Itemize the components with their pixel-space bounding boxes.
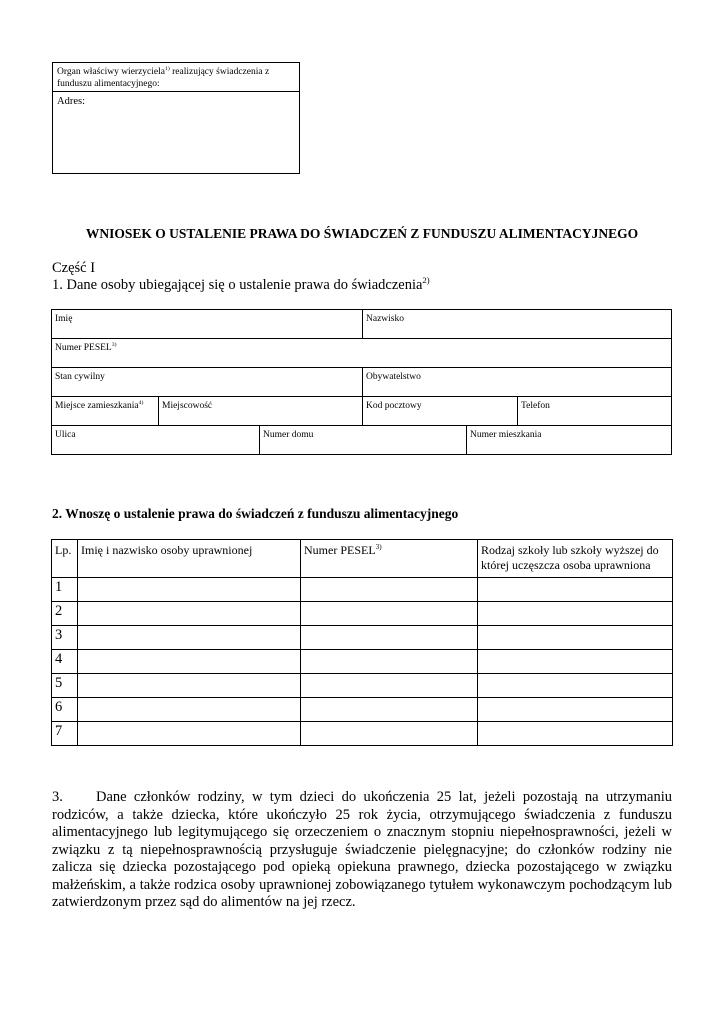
- row-number: 3: [52, 626, 78, 650]
- school-cell[interactable]: [478, 722, 673, 746]
- postal-code-field[interactable]: [362, 397, 517, 425]
- footnote-ref: 3): [375, 543, 382, 551]
- organ-label-text-cont: realizujący świadczenia z funduszu alimentacyjnego:: [57, 67, 270, 89]
- street-field[interactable]: [52, 426, 259, 454]
- section2-heading: 2. Wnoszę o ustalenie prawa do świadczeń z funduszu alimentacyjnego: [52, 506, 459, 521]
- last-name-label: Nazwisko: [366, 314, 404, 324]
- table-row: [52, 626, 673, 650]
- table-header-row: [52, 540, 673, 578]
- pesel-cell[interactable]: [301, 722, 478, 746]
- form-title: WNIOSEK O USTALENIE PRAWA DO ŚWIADCZEŃ Z FUNDUSZU ALIMENTACYJNEGO: [85, 226, 639, 241]
- table-row: [52, 602, 673, 626]
- row-number: 1: [52, 578, 78, 602]
- marital-status-field[interactable]: [52, 368, 362, 396]
- house-number-label: Numer domu: [263, 430, 314, 440]
- pesel-header-text: Numer PESEL: [304, 543, 376, 557]
- pesel-cell[interactable]: [301, 674, 478, 698]
- table-row: [52, 698, 673, 722]
- name-cell[interactable]: [78, 578, 301, 602]
- name-cell[interactable]: [78, 626, 301, 650]
- residence-label: Miejsce zamieszkania: [55, 401, 139, 411]
- school-cell[interactable]: [478, 602, 673, 626]
- school-cell[interactable]: [478, 650, 673, 674]
- footnote-ref: 2): [422, 275, 430, 286]
- row-number: 2: [52, 602, 78, 626]
- organ-label: [53, 63, 299, 92]
- footnote-ref: 1): [164, 65, 170, 72]
- residence-label-cell: [52, 397, 158, 425]
- phone-field[interactable]: [517, 397, 671, 425]
- organ-label-text: Organ właściwy wierzyciela: [57, 67, 165, 77]
- table-row: [52, 578, 673, 602]
- pesel-cell[interactable]: [301, 650, 478, 674]
- house-number-field[interactable]: [259, 426, 466, 454]
- row-number: 7: [52, 722, 78, 746]
- name-cell[interactable]: [78, 674, 301, 698]
- school-cell[interactable]: [478, 578, 673, 602]
- locality-field[interactable]: [158, 397, 362, 425]
- name-cell[interactable]: [78, 650, 301, 674]
- name-cell[interactable]: [78, 602, 301, 626]
- phone-label: Telefon: [521, 401, 550, 411]
- column-header-pesel: [301, 540, 478, 578]
- beneficiaries-table: [51, 539, 673, 746]
- section1-heading: [52, 277, 430, 294]
- organ-box: [52, 62, 300, 174]
- first-name-field[interactable]: [52, 310, 362, 338]
- marital-status-label: Stan cywilny: [55, 372, 105, 382]
- applicant-data-grid: [51, 309, 672, 455]
- row-number: 6: [52, 698, 78, 722]
- section3-text: Dane członków rodziny, w tym dzieci do ukończenia 25 lat, jeżeli pozostają na utrzymaniu rodziców, a także dziecka, które ukończyło 25 rok życia, otrzymującego świadczenia z funduszu alimentacyjnego lub legitymującego się orzeczeniem o znacznym stopniu niepełnosprawności, jeżeli w związku z tą niepełnosprawnością przysługuje świadczenie pielęgnacyjne; do członków rodziny nie zalicza się dziecka pozostającego pod opieką opiekuna prawnego, dziecka pozostającego w związku małżeńskim, a także rodzica osoby uprawnionej zobowiązanego tytułem wykonawczym pochodzącym lub zatwierdzonym przez sąd do alimentów na jej rzecz.: [52, 789, 672, 910]
- table-row: [52, 650, 673, 674]
- pesel-cell[interactable]: [301, 578, 478, 602]
- section3-paragraph: [52, 789, 672, 912]
- table-row: [52, 722, 673, 746]
- postal-code-label: Kod pocztowy: [366, 401, 422, 411]
- table-row: [52, 674, 673, 698]
- school-cell[interactable]: [478, 626, 673, 650]
- school-cell[interactable]: [478, 674, 673, 698]
- address-label: Adres:: [57, 96, 85, 107]
- pesel-cell[interactable]: [301, 698, 478, 722]
- last-name-field[interactable]: [362, 310, 671, 338]
- pesel-cell[interactable]: [301, 626, 478, 650]
- name-cell[interactable]: [78, 698, 301, 722]
- column-header-name: Imię i nazwisko osoby uprawnionej: [78, 540, 301, 578]
- citizenship-label: Obywatelstwo: [366, 372, 421, 382]
- school-cell[interactable]: [478, 698, 673, 722]
- street-label: Ulica: [55, 430, 76, 440]
- first-name-label: Imię: [55, 314, 73, 324]
- row-number: 5: [52, 674, 78, 698]
- pesel-field[interactable]: [52, 339, 671, 367]
- locality-label: Miejscowość: [162, 401, 213, 411]
- column-header-lp: Lp.: [52, 540, 78, 578]
- section1-heading-text: 1. Dane osoby ubiegającej się o ustalenie prawa do świadczenia: [52, 277, 423, 293]
- pesel-label: Numer PESEL: [55, 343, 112, 353]
- column-header-school: Rodzaj szkoły lub szkoły wyższej do której uczęszcza osoba uprawniona: [478, 540, 673, 578]
- organ-address-field[interactable]: [53, 92, 299, 111]
- footnote-ref: 4): [138, 399, 144, 406]
- name-cell[interactable]: [78, 722, 301, 746]
- flat-number-field[interactable]: [466, 426, 671, 454]
- pesel-cell[interactable]: [301, 602, 478, 626]
- row-number: 4: [52, 650, 78, 674]
- flat-number-label: Numer mieszkania: [470, 430, 542, 440]
- footnote-ref: 3): [111, 341, 117, 348]
- part-label: Część I: [52, 260, 96, 276]
- section3-number: 3.: [52, 789, 63, 805]
- citizenship-field[interactable]: [362, 368, 671, 396]
